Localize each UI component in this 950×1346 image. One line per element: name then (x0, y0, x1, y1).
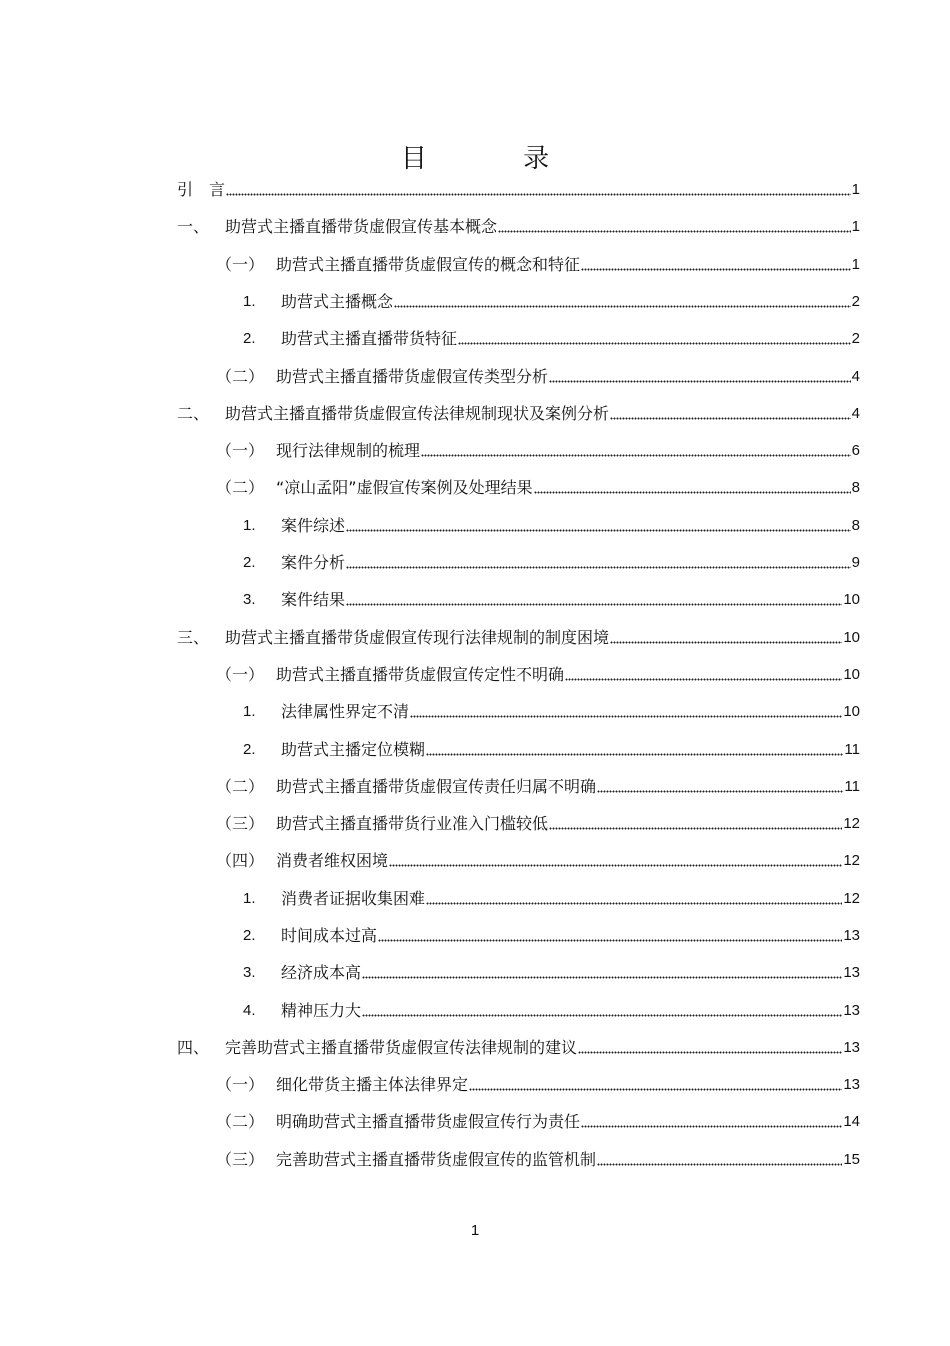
toc-entry[interactable] (216, 437, 860, 461)
toc-entry-page: 10 (843, 591, 860, 608)
toc-entry-number: （一） (216, 255, 265, 274)
toc-entry-title: 消费者证据收集困难 (281, 889, 426, 908)
toc-entry-page: 13 (843, 1002, 860, 1019)
toc-entry-page: 8 (851, 479, 860, 496)
dot-leader (426, 752, 843, 756)
toc-entry-number: 3. (243, 964, 256, 981)
toc-entry-title: “凉山孟阳”虚假宣传案例及处理结果 (276, 478, 533, 497)
toc-entry-number: 1. (243, 890, 256, 907)
dot-leader (362, 975, 842, 979)
toc-entry-number: （三） (216, 1150, 265, 1169)
toc-entry-page: 12 (843, 852, 860, 869)
toc-entry[interactable] (216, 474, 860, 498)
toc-entry-number: （一） (216, 1075, 265, 1094)
dot-leader (362, 1013, 842, 1017)
toc-entry[interactable] (216, 251, 860, 275)
toc-entry[interactable] (243, 922, 860, 946)
toc-entry-number: 1. (243, 517, 256, 534)
dot-leader (346, 602, 842, 606)
toc-entry[interactable] (243, 997, 860, 1021)
page-number: 1 (470, 1222, 480, 1239)
toc-entry[interactable] (243, 885, 860, 909)
toc-entry-page: 9 (851, 554, 860, 571)
toc-entry[interactable] (216, 847, 860, 871)
toc-entry-number: （四） (216, 851, 265, 870)
toc-entry-number: 2. (243, 741, 256, 758)
toc-entry-title: 助营式主播概念 (281, 292, 394, 311)
toc-entry-title: 助营式主播直播带货虚假宣传基本概念 (225, 217, 498, 236)
toc-entry-title: 案件综述 (281, 516, 346, 535)
dot-leader (410, 714, 842, 718)
toc-entry-title: 助营式主播直播带货虚假宣传责任归属不明确 (276, 777, 597, 796)
toc-entry[interactable] (216, 363, 860, 387)
toc-entry[interactable] (243, 586, 860, 610)
toc-entry[interactable] (243, 736, 860, 760)
toc-entry[interactable] (177, 1034, 860, 1058)
dot-leader (565, 677, 842, 681)
toc-entry-number: 二、 (177, 404, 210, 423)
dot-leader (597, 1162, 842, 1166)
toc-entry-page: 10 (843, 629, 860, 646)
dot-leader (578, 1050, 842, 1054)
dot-leader (426, 901, 842, 905)
toc-entry-page: 4 (851, 368, 860, 385)
toc-entry[interactable] (177, 400, 860, 424)
toc-entry-page: 1 (851, 218, 860, 235)
toc-entry-title: 时间成本过高 (281, 926, 378, 945)
toc-entry-page: 1 (851, 181, 860, 198)
toc-entry[interactable] (216, 1071, 860, 1095)
toc-entry[interactable] (243, 512, 860, 536)
toc-entry-number: （一） (216, 665, 265, 684)
toc-entry-page: 13 (843, 1076, 860, 1093)
toc-entry-number: 1. (243, 703, 256, 720)
dot-leader (549, 379, 851, 383)
toc-entry-title: 消费者维权困境 (276, 851, 389, 870)
toc-entry-number: 3. (243, 591, 256, 608)
dot-leader (498, 229, 851, 233)
toc-entry-title: 助营式主播直播带货虚假宣传现行法律规制的制度困境 (225, 628, 610, 647)
toc-entry-number: 2. (243, 554, 256, 571)
toc-entry-page: 11 (844, 778, 860, 795)
dot-leader (378, 938, 842, 942)
toc-entry-page: 2 (851, 330, 860, 347)
toc-entry-title: 助营式主播直播带货虚假宣传定性不明确 (276, 665, 565, 684)
toc-entry[interactable] (243, 325, 860, 349)
toc-entry[interactable] (216, 810, 860, 834)
toc-entry[interactable] (177, 624, 860, 648)
toc-entry-title: 现行法律规制的梳理 (276, 441, 421, 460)
toc-entry-number: 2. (243, 330, 256, 347)
dot-leader (421, 453, 851, 457)
toc-entry-page: 10 (843, 703, 860, 720)
dot-leader (549, 826, 842, 830)
dot-leader (610, 640, 842, 644)
dot-leader (389, 863, 842, 867)
toc-entry[interactable] (216, 773, 860, 797)
toc-entry-number: 1. (243, 293, 256, 310)
toc-entry-page: 1 (851, 256, 860, 273)
toc-entry-title: 细化带货主播主体法律界定 (276, 1075, 469, 1094)
toc-entry-number: （三） (216, 814, 265, 833)
toc-entry-number: 2. (243, 927, 256, 944)
dot-leader (581, 1124, 842, 1128)
toc-entry-page: 13 (843, 1039, 860, 1056)
toc-entry[interactable] (243, 549, 860, 573)
toc-entry-title: 明确助营式主播直播带货虚假宣传行为责任 (276, 1112, 581, 1131)
toc-entry-page: 13 (843, 964, 860, 981)
toc-entry-number: （二） (216, 777, 265, 796)
toc-entry-number: 4. (243, 1002, 256, 1019)
dot-leader (346, 528, 851, 532)
dot-leader (394, 304, 851, 308)
toc-entry-number: 三、 (177, 628, 210, 647)
toc-entry[interactable] (243, 698, 860, 722)
toc-entry-title: 助营式主播直播带货行业准入门槛较低 (276, 814, 549, 833)
toc-entry-page: 2 (851, 293, 860, 310)
toc-entry-page: 12 (843, 890, 860, 907)
toc-entry-page: 14 (843, 1113, 860, 1130)
toc-entry-title: 助营式主播定位模糊 (281, 740, 426, 759)
toc-entry-title: 案件结果 (281, 590, 346, 609)
toc-entry-page: 11 (844, 741, 860, 758)
toc-entry[interactable] (243, 288, 860, 312)
dot-leader (597, 789, 843, 793)
toc-entry-title: 助营式主播直播带货特征 (281, 329, 458, 348)
dot-leader (458, 341, 851, 345)
toc-entry-page: 12 (843, 815, 860, 832)
toc-entry[interactable] (177, 213, 860, 237)
dot-leader (226, 192, 851, 196)
toc-entry-page: 13 (843, 927, 860, 944)
dot-leader (610, 416, 851, 420)
toc-entry[interactable] (216, 1108, 860, 1132)
toc-entry-title: 引 言 (177, 180, 226, 199)
toc-entry-number: （二） (216, 367, 265, 386)
toc-entry-title: 法律属性界定不清 (281, 702, 410, 721)
toc-entry-number: （二） (216, 1112, 265, 1131)
dot-leader (581, 267, 851, 271)
toc-entry-page: 6 (851, 442, 860, 459)
toc-entry-title: 精神压力大 (281, 1001, 362, 1020)
toc-entry[interactable] (243, 959, 860, 983)
toc-entry[interactable] (216, 661, 860, 685)
toc-entry-title: 助营式主播直播带货虚假宣传法律规制现状及案例分析 (225, 404, 610, 423)
dot-leader (469, 1087, 842, 1091)
dot-leader (346, 565, 851, 569)
toc-entry-title: 助营式主播直播带货虚假宣传类型分析 (276, 367, 549, 386)
toc-entry[interactable] (216, 1146, 860, 1170)
dot-leader (534, 490, 851, 494)
toc-entry-title: 案件分析 (281, 553, 346, 572)
toc-entry-number: （一） (216, 441, 265, 460)
toc-entry-title: 经济成本高 (281, 963, 362, 982)
toc-entry-page: 15 (843, 1151, 860, 1168)
toc-entry-number: （二） (216, 478, 265, 497)
toc-entry-number: 四、 (177, 1038, 210, 1057)
toc-title: 目 录 (400, 144, 594, 174)
toc-entry-page: 10 (843, 666, 860, 683)
toc-entry-number: 一、 (177, 217, 210, 236)
toc-entry[interactable] (177, 176, 860, 200)
toc-entry-title: 助营式主播直播带货虚假宣传的概念和特征 (276, 255, 581, 274)
toc-entry-title: 完善助营式主播直播带货虚假宣传的监管机制 (276, 1150, 597, 1169)
toc-entry-page: 4 (851, 405, 860, 422)
toc-entry-page: 8 (851, 517, 860, 534)
toc-entry-title: 完善助营式主播直播带货虚假宣传法律规制的建议 (225, 1038, 578, 1057)
